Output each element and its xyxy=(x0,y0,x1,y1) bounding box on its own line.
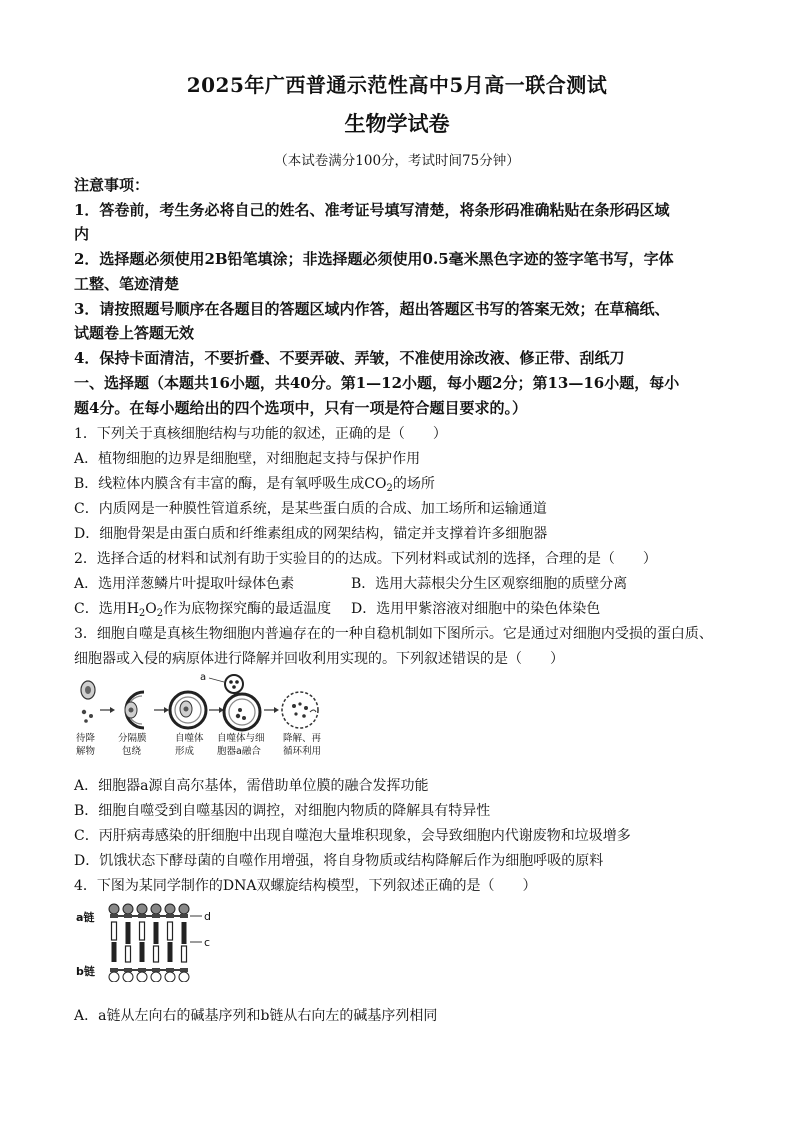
section-heading-line2: 题4分。在每小题给出的四个选项中，只有一项是符合题目要求的。） xyxy=(74,399,527,417)
subscript: 2 xyxy=(156,608,164,619)
nucleotide-pair xyxy=(165,904,175,982)
nucleotide-pair xyxy=(137,904,147,982)
strand-b-label: b链 xyxy=(76,965,95,978)
q2-option-a: A．选用洋葱鳞片叶提取叶绿体色素 xyxy=(74,576,295,592)
caption: 自噬体与细 xyxy=(217,733,265,744)
label-c: c xyxy=(204,936,211,949)
note-item: 内 xyxy=(74,225,90,243)
autophagosome-icon xyxy=(170,692,206,728)
q1-stem: 1．下列关于真核细胞结构与功能的叙述，正确的是（ ） xyxy=(74,426,447,442)
q3-option-a: A．细胞器a源自高尔基体，需借助单位膜的融合发挥功能 xyxy=(74,778,429,794)
notes-heading: 注意事项： xyxy=(74,176,150,194)
subscript: 2 xyxy=(138,608,146,619)
q2-option-b: B．选用大蒜根尖分生区观察细胞的质壁分离 xyxy=(351,576,628,592)
caption: 形成 xyxy=(175,746,195,757)
nucleotide-pair xyxy=(151,904,161,982)
q2-option-c-text-mid: O xyxy=(145,601,157,617)
q1-option-c: C．内质网是一种膜性管道系统，是某些蛋白质的合成、加工场所和运输通道 xyxy=(74,501,547,517)
q3-option-d: D．饥饿状态下酵母菌的自噬作用增强，将自身物质或结构降解后作为细胞呼吸的原料 xyxy=(74,853,604,869)
fusion-stage-icon xyxy=(209,675,260,730)
nucleotide-pair xyxy=(179,904,189,982)
strand-a-label: a链 xyxy=(76,911,95,924)
q3-stem-line1: 3．细胞自噬是真核生物细胞内普遍存在的一种自稳机制如下图所示。它是通过对细胞内受损的蛋白质、 xyxy=(74,626,713,642)
subscript: 2 xyxy=(386,483,393,494)
q1-option-b xyxy=(74,473,724,494)
label-d: d xyxy=(204,910,211,923)
organelle-a-label: a xyxy=(200,672,207,683)
section-heading-line1: 一、选择题（本题共16小题，共40分。第1—12小题，每小题2分；第13—16小题，每小 xyxy=(74,374,680,392)
degradation-target-icon xyxy=(81,681,95,723)
isolation-membrane-icon xyxy=(125,692,144,728)
caption: 解物 xyxy=(76,746,96,757)
q1-option-a: A．植物细胞的边界是细胞壁，对细胞起支持与保护作用 xyxy=(74,451,421,467)
note-item: 试题卷上答题无效 xyxy=(74,324,195,342)
autophagy-diagram xyxy=(74,670,374,770)
exam-subject: 生物学试卷 xyxy=(344,111,450,136)
exam-info: （本试卷满分100分，考试时间75分钟） xyxy=(274,153,520,169)
q1-option-d: D．细胞骨架是由蛋白质和纤维素组成的网架结构，锚定并支撑着许多细胞器 xyxy=(74,526,548,542)
note-item: 2．选择题必须使用2B铅笔填涂；非选择题必须使用0.5毫米黑色字迹的签字笔书写，字体 xyxy=(74,250,674,268)
q1-option-b-text-end: 的场所 xyxy=(392,476,435,492)
q2-option-c-text-end: 作为底物探究酶的最适温度 xyxy=(163,601,332,617)
caption: 降解、再 xyxy=(283,733,322,744)
q4-stem: 4．下图为某同学制作的DNA双螺旋结构模型，下列叙述正确的是（ ） xyxy=(74,878,537,894)
caption: 包绕 xyxy=(122,746,142,757)
q2-stem: 2．选择合适的材料和试剂有助于实验目的的达成。下列材料或试剂的选择，合理的是（ ） xyxy=(74,551,657,567)
q3-stem-line2: 细胞器或入侵的病原体进行降解并回收利用实现的。下列叙述错误的是（ ） xyxy=(74,651,564,667)
q2-option-c xyxy=(74,598,331,619)
q3-option-b: B．细胞自噬受到自噬基因的调控，对细胞内物质的降解具有特异性 xyxy=(74,803,491,819)
note-item: 工整、笔迹清楚 xyxy=(74,275,180,293)
caption: 自噬体 xyxy=(175,733,204,744)
nucleotide-pair xyxy=(123,904,133,982)
nucleotide-pair xyxy=(109,904,119,982)
q4-option-a: A．a链从左向右的碱基序列和b链从右向左的碱基序列相同 xyxy=(74,1008,438,1024)
q1-option-b-text: B．线粒体内膜含有丰富的酶，是有氧呼吸生成CO xyxy=(74,476,387,492)
q2-option-d: D．选用甲紫溶液对细胞中的染色体染色 xyxy=(351,601,601,617)
note-item: 3．请按照题号顺序在各题目的答题区域内作答，超出答题区书写的答案无效；在草稿纸、 xyxy=(74,300,670,318)
caption: 待降 xyxy=(76,733,96,744)
caption: 循环利用 xyxy=(283,746,322,757)
caption: 胞器a融合 xyxy=(217,746,261,757)
caption: 分隔膜 xyxy=(118,733,147,744)
exam-title: 2025年广西普通示范性高中5月高一联合测试 xyxy=(186,73,608,97)
note-item: 1．答卷前，考生务必将自己的姓名、准考证号填写清楚，将条形码准确粘贴在条形码区域 xyxy=(74,201,670,219)
q2-option-c-text: C．选用H xyxy=(74,601,139,617)
q3-option-c: C．丙肝病毒感染的肝细胞中出现自噬泡大量堆积现象，会导致细胞内代谢废物和垃圾增多 xyxy=(74,828,631,844)
degradation-stage-icon xyxy=(282,692,318,728)
dna-model-diagram xyxy=(74,900,224,982)
note-item: 4．保持卡面清洁，不要折叠、不要弄破、弄皱，不准使用涂改液、修正带、刮纸刀 xyxy=(74,349,625,367)
